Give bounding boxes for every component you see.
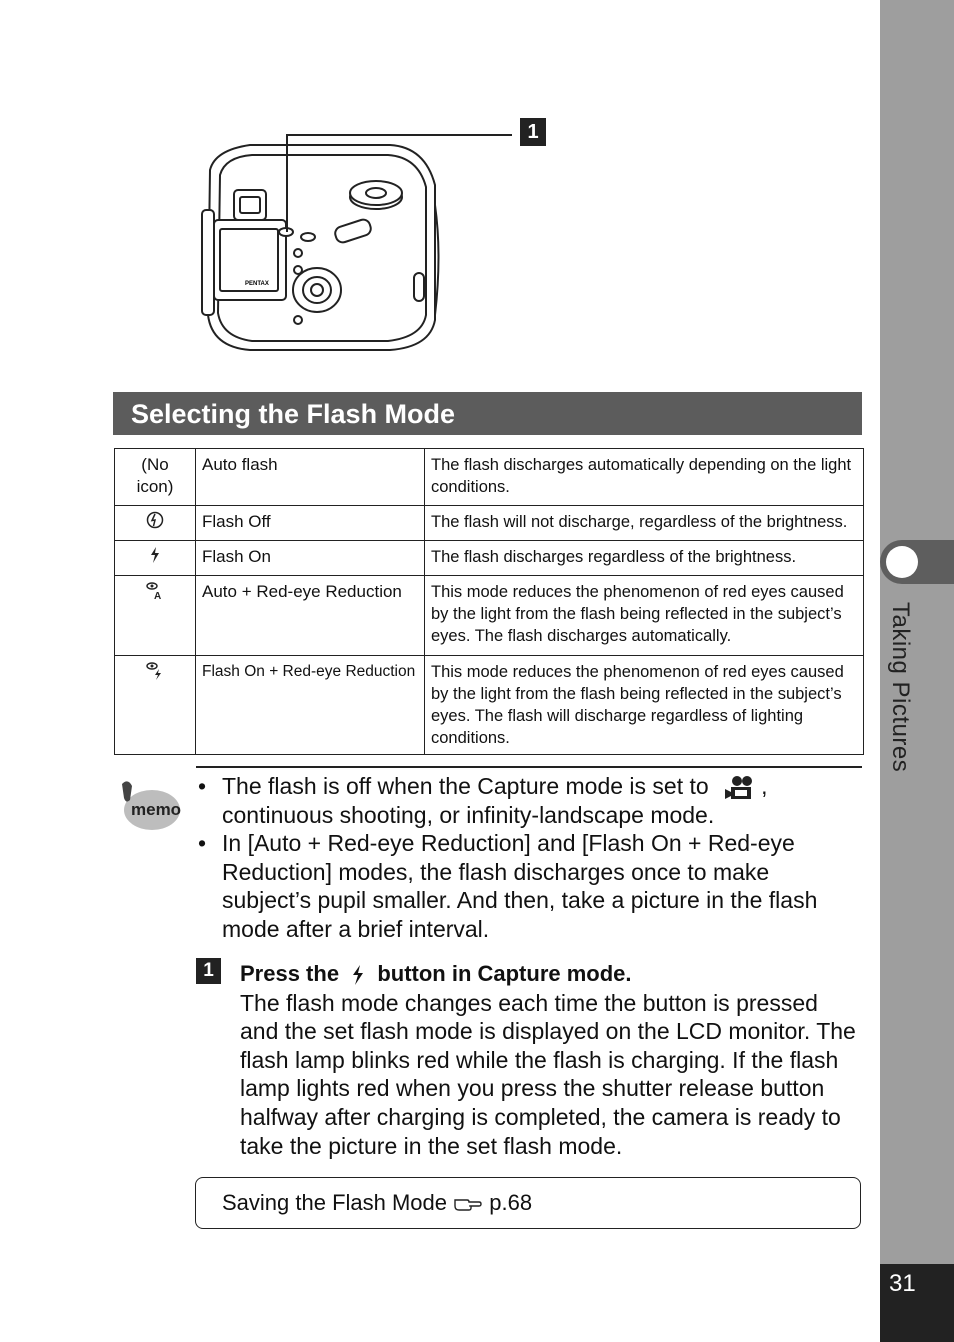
svg-text:PENTAX: PENTAX (245, 281, 269, 287)
mode-icon-cell (115, 541, 196, 576)
flash-button-icon (345, 964, 371, 986)
chapter-label: Taking Pictures (887, 602, 914, 773)
step-heading (240, 960, 860, 989)
mode-description: The flash discharges automatically depending on the light conditions. (425, 449, 864, 506)
mode-icon-cell (115, 656, 196, 755)
page-number-text: 31 (889, 1270, 916, 1297)
memo-bullet-text: The flash is off when the Capture mode is set to (222, 773, 709, 799)
memo-icon (118, 778, 182, 834)
mode-name: Auto flash (196, 449, 425, 506)
table-row (115, 656, 864, 755)
flash-on-icon (148, 546, 162, 564)
flash-mode-table (114, 448, 864, 755)
memo-icon-label: memo (131, 800, 182, 819)
red-eye-auto-icon (145, 581, 165, 601)
svg-text:A: A (154, 591, 162, 601)
memo-bullet (196, 772, 856, 829)
mode-name: Auto + Red-eye Reduction (196, 576, 425, 656)
table-row (115, 449, 864, 506)
step-heading-text: Press the (240, 961, 340, 986)
table-row (115, 576, 864, 656)
section-title: Selecting the Flash Mode (113, 392, 862, 435)
memo-bullet-text: , continuous shooting, or infinity-landscape mode. (222, 773, 768, 828)
mode-icon-cell (115, 576, 196, 656)
memo-list (196, 772, 856, 943)
table-row (115, 506, 864, 541)
mode-description: This mode reduces the phenomenon of red eyes caused by the light from the flash being reflected in the subject’s eyes. The flash will discharge regardless of lighting conditions. (425, 656, 864, 755)
red-eye-flash-on-icon (145, 661, 165, 681)
memo-bullet-text: In [Auto + Red-eye Reduction] and [Flash On + Red-eye Reduction] modes, the flash discharges once to make subject’s pupil smaller. And then, take a picture in the flash mode after a brief interval. (222, 830, 818, 942)
flash-off-icon (146, 511, 164, 529)
movie-mode-icon (723, 775, 757, 801)
mode-description: This mode reduces the phenomenon of red eyes caused by the light from the flash being reflected in the subject’s eyes. The flash discharges automatically. (425, 576, 864, 656)
step-1 (240, 960, 860, 1160)
no-icon-label: (No icon) (136, 455, 174, 496)
mode-icon-cell (115, 449, 196, 506)
memo-bullet (196, 829, 856, 943)
chapter-marker (880, 540, 954, 584)
reference-box (195, 1177, 861, 1229)
page-number (880, 1264, 954, 1342)
mode-name: Flash Off (196, 506, 425, 541)
mode-description: The flash will not discharge, regardless of the brightness. (425, 506, 864, 541)
step-heading-text: button in Capture mode. (377, 961, 632, 986)
mode-name: Flash On + Red-eye Reduction (196, 656, 425, 755)
reference-text: Saving the Flash Mode (222, 1190, 448, 1215)
table-row (115, 541, 864, 576)
pointing-hand-icon (453, 1195, 483, 1213)
reference-page[interactable]: p.68 (489, 1190, 533, 1215)
callout-number: 1 (520, 118, 546, 146)
memo-divider (196, 766, 862, 768)
mode-description: The flash discharges regardless of the brightness. (425, 541, 864, 576)
camera-illustration (190, 115, 530, 360)
mode-name: Flash On (196, 541, 425, 576)
mode-icon-cell (115, 506, 196, 541)
step-body: The flash mode changes each time the button is pressed and the set flash mode is displayed on the LCD monitor. The flash lamp blinks red while the flash is charging. If the flash lamp lights red when you press the shutter release button halfway after charging is completed, the camera is ready to take the picture in the set flash mode. (240, 989, 856, 1159)
step-number: 1 (196, 958, 221, 984)
